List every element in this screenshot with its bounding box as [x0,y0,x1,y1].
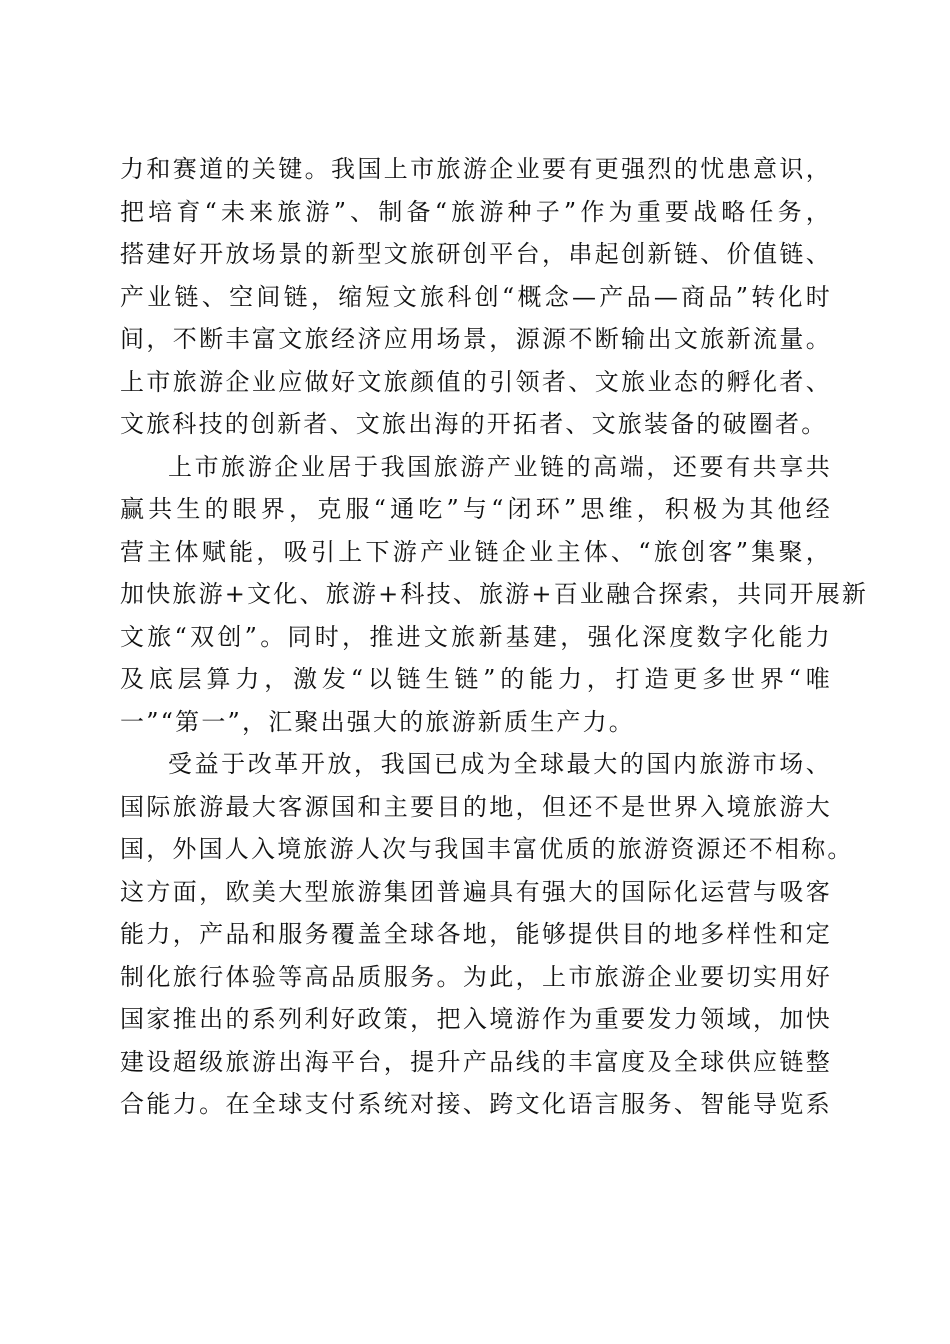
text-line: 文旅科技的创新者、文旅出海的开拓者、文旅装备的破圈者。 [120,410,828,438]
text-line: 把培育“未来旅游”、制备“旅游种子”作为重要战略任务， [120,197,832,226]
text-line: 国，外国人入境旅游人次与我国丰富优质的旅游资源还不相称。 [120,835,854,863]
text-line: 及底层算力，激发“以链生链”的能力，打造更多世界“唯 [120,665,832,693]
body-text [120,148,869,1126]
text-line: 合能力。在全球支付系统对接、跨文化语言服务、智能导览系 [120,1090,832,1118]
text-line: 产业链、空间链，缩短文旅科创“概念—产品—商品”转化时 [120,282,832,311]
text-line: 能力，产品和服务覆盖全球各地，能够提供目的地多样性和定 [120,920,832,948]
text-line: 国家推出的系列利好政策，把入境游作为重要发力领域，加快 [120,1005,832,1033]
text-line: 一”“第一”，汇聚出强大的旅游新质生产力。 [120,707,636,736]
text-line: 受益于改革开放，我国已成为全球最大的国内旅游市场、 [168,750,832,778]
text-line: 营主体赋能，吸引上下游产业链企业主体、“旅创客”集聚， [120,537,832,566]
text-line: 搭建好开放场景的新型文旅研创平台，串起创新链、价值链、 [120,240,832,268]
text-line: 建设超级旅游出海平台，提升产品线的丰富度及全球供应链整 [120,1047,832,1076]
text-line: 上市旅游企业居于我国旅游产业链的高端，还要有共享共 [168,452,832,481]
text-line: 赢共生的眼界，克服“通吃”与“闭环”思维，积极为其他经 [120,495,832,523]
text-line: 这方面，欧美大型旅游集团普遍具有强大的国际化运营与吸客 [120,877,832,906]
text-line: 国际旅游最大客源国和主要目的地，但还不是世界入境旅游大 [120,792,832,821]
text-line: 上市旅游企业应做好文旅颜值的引领者、文旅业态的孵化者、 [120,367,832,396]
text-line: 力和赛道的关键。我国上市旅游企业要有更强烈的忧患意识， [120,155,832,183]
text-line: 文旅“双创”。同时，推进文旅新基建，强化深度数字化能力 [120,622,832,651]
text-line: 加快旅游+文化、旅游+科技、旅游+百业融合探索，共同开展新 [120,580,869,608]
text-line: 制化旅行体验等高品质服务。为此，上市旅游企业要切实用好 [120,962,832,991]
text-line: 间，不断丰富文旅经济应用场景，源源不断输出文旅新流量。 [120,325,832,353]
